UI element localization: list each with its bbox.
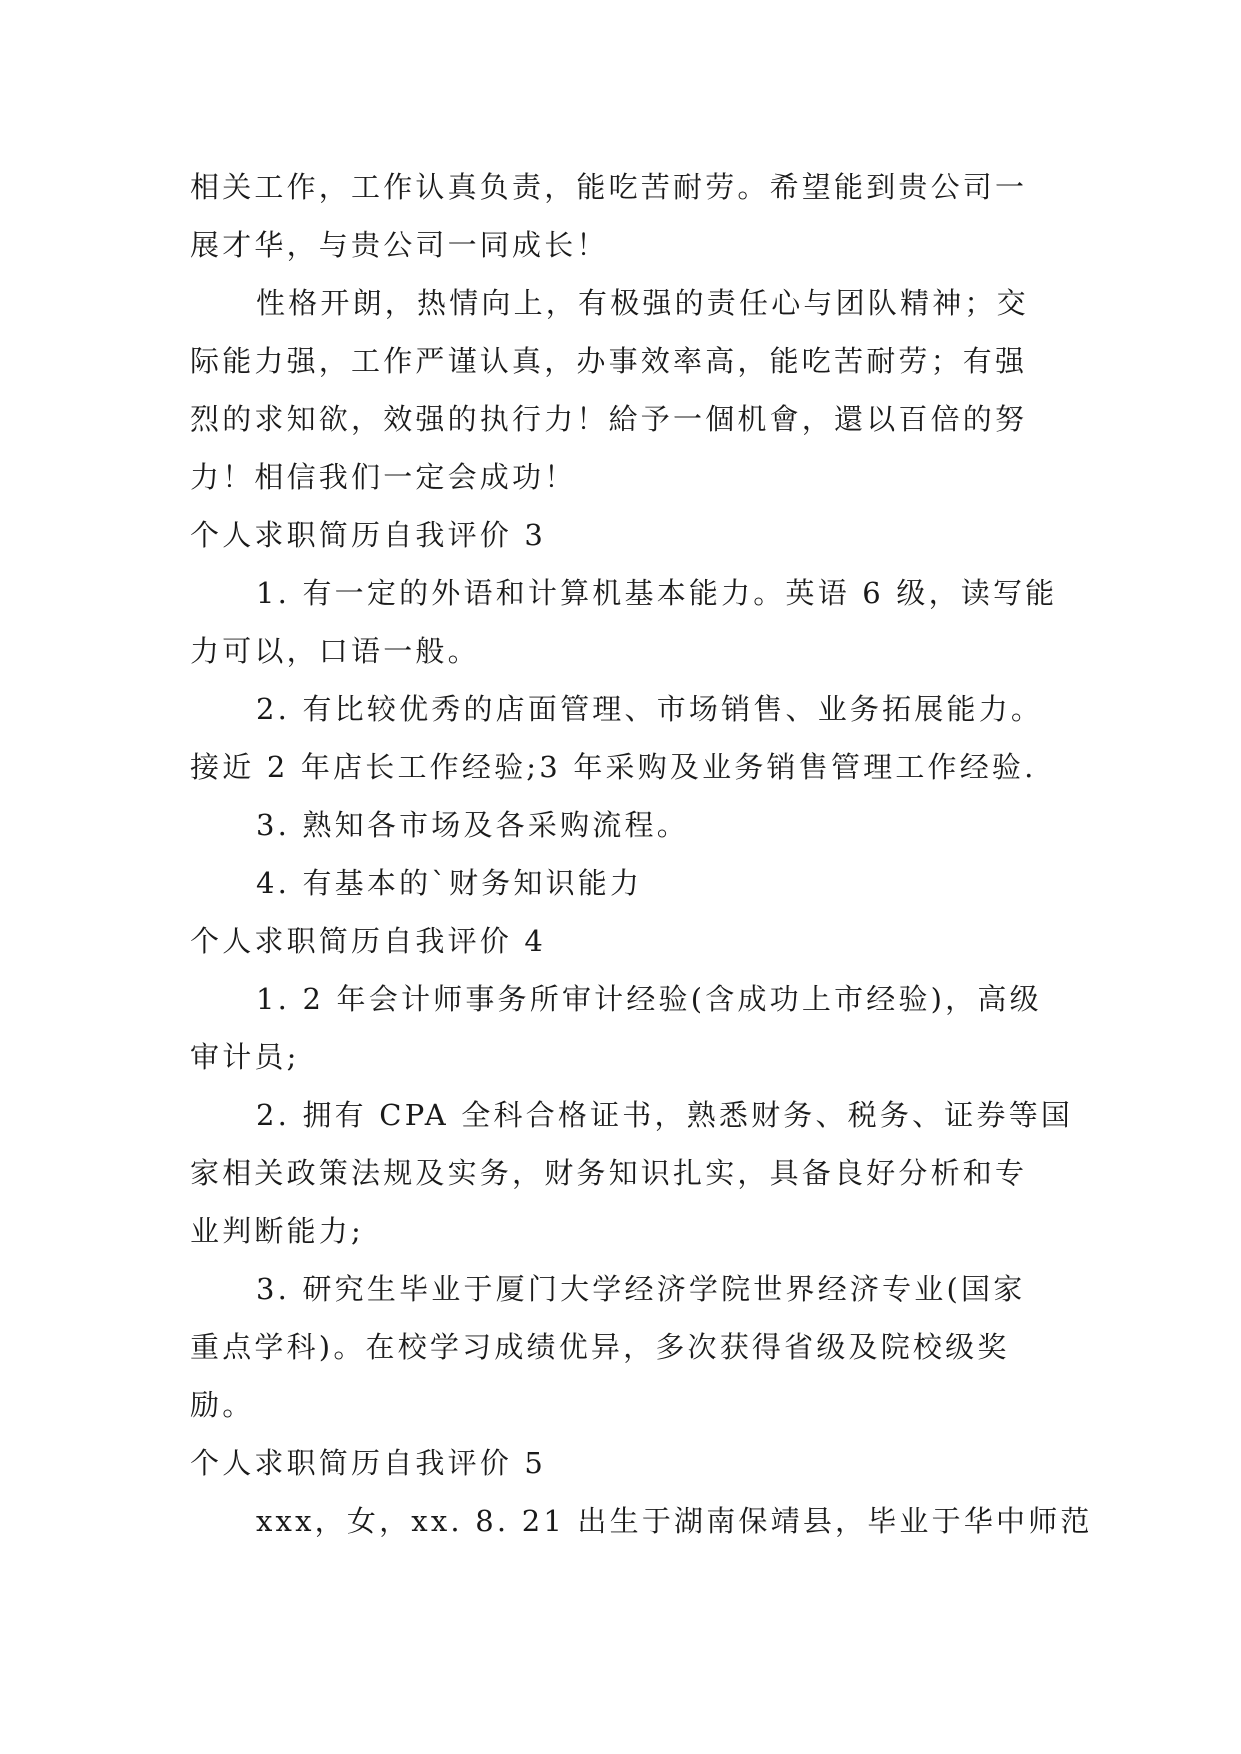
- section-heading: 个人求职简历自我评价 3: [190, 518, 547, 552]
- list-item-line: 家相关政策法规及实务，财务知识扎实，具备良好分析和专: [190, 1156, 1028, 1190]
- list-item-line: 力可以，口语一般。: [190, 634, 480, 668]
- body-text-line: 相关工作，工作认真负责，能吃苦耐劳。希望能到贵公司一: [190, 170, 1028, 204]
- body-text-line: 力！相信我们一定会成功！: [190, 460, 577, 494]
- section-heading: 个人求职简历自我评价 5: [190, 1446, 547, 1480]
- list-item-line: 接近 2 年店长工作经验;3 年采购及业务销售管理工作经验.: [190, 750, 1037, 784]
- list-item-line: 4. 有基本的`财务知识能力: [256, 866, 643, 900]
- body-text-line: xxx，女，xx. 8. 21 出生于湖南保靖县，毕业于华中师范: [256, 1504, 1093, 1538]
- body-text-line: 际能力强，工作严谨认真，办事效率高，能吃苦耐劳；有强: [190, 344, 1028, 378]
- list-item-line: 业判断能力;: [190, 1214, 364, 1248]
- list-item-line: 2. 拥有 CPA 全科合格证书，熟悉财务、税务、证券等国: [256, 1098, 1074, 1132]
- list-item-line: 励。: [190, 1388, 255, 1422]
- list-item-line: 3. 熟知各市场及各采购流程。: [256, 808, 689, 842]
- list-item-line: 2. 有比较优秀的店面管理、市场销售、业务拓展能力。: [256, 692, 1044, 726]
- section-heading: 个人求职简历自我评价 4: [190, 924, 547, 958]
- list-item-line: 3. 研究生毕业于厦门大学经济学院世界经济专业(国家: [256, 1272, 1026, 1306]
- list-item-line: 1. 2 年会计师事务所审计经验(含成功上市经验)，高级: [256, 982, 1042, 1016]
- body-text-line: 展才华，与贵公司一同成长！: [190, 228, 609, 262]
- body-text-line: 性格开朗，热情向上，有极强的责任心与团队精神；交: [256, 286, 1029, 320]
- body-text-line: 烈的求知欲，效强的执行力！給予一個机會，還以百倍的努: [190, 402, 1028, 436]
- list-item-line: 1. 有一定的外语和计算机基本能力。英语 6 级，读写能: [256, 576, 1058, 610]
- list-item-line: 重点学科)。在校学习成绩优异，多次获得省级及院校级奖: [190, 1330, 1010, 1364]
- list-item-line: 审计员;: [190, 1040, 300, 1074]
